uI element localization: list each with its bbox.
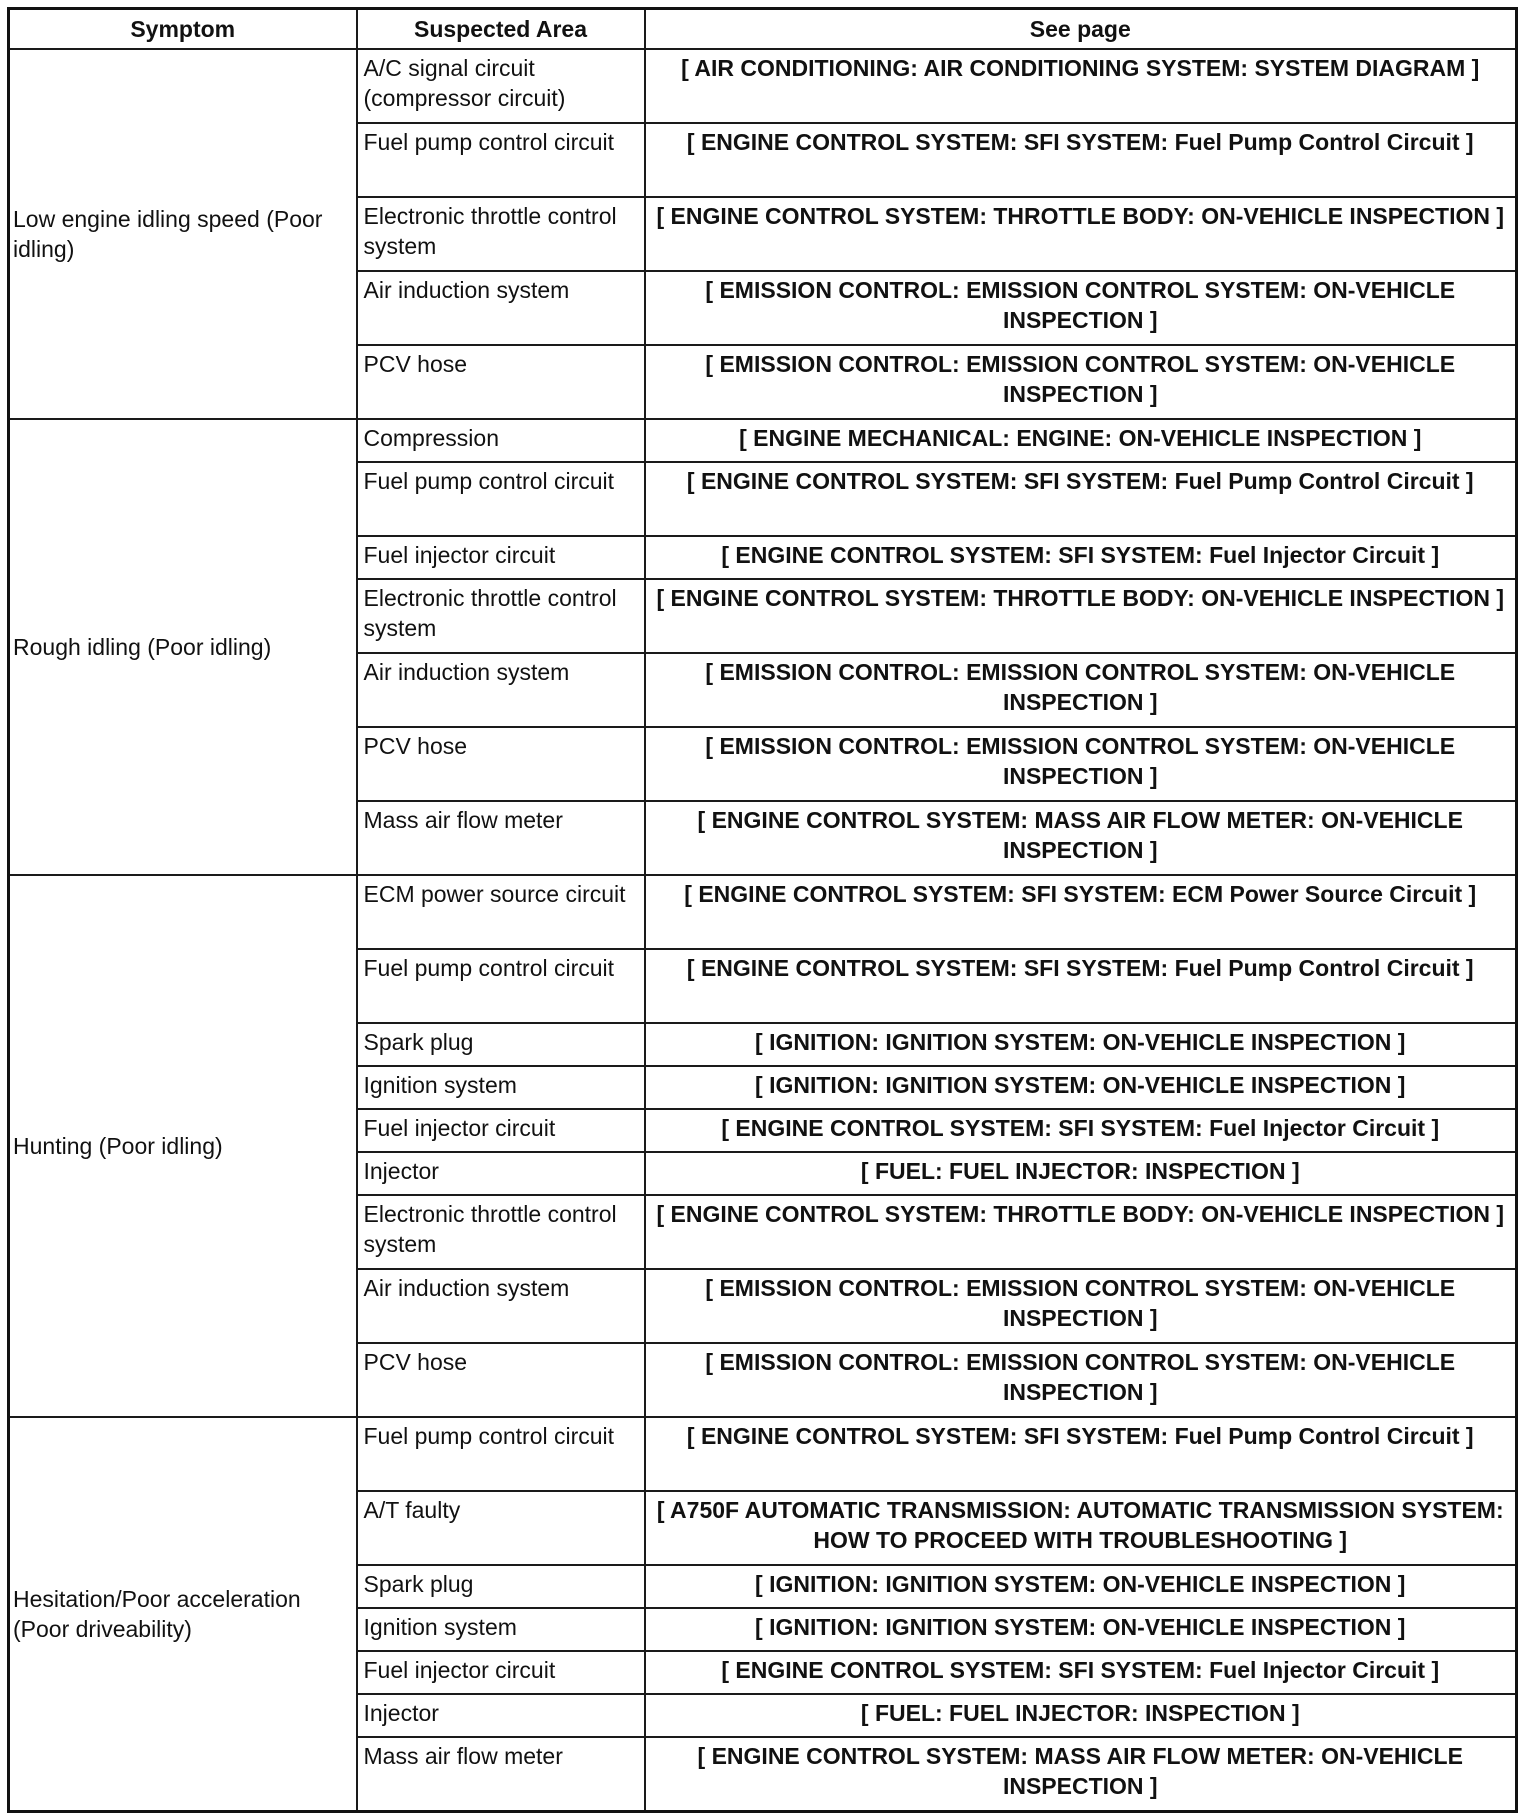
- see-page-reference[interactable]: [ ENGINE CONTROL SYSTEM: SFI SYSTEM: Fuel Pump Control Circuit ]: [645, 1417, 1517, 1491]
- symptom-cell: Low engine idling speed (Poor idling): [9, 49, 357, 419]
- suspected-area-cell: Fuel pump control circuit: [357, 123, 645, 197]
- table-row: [9, 875, 1517, 949]
- see-page-reference[interactable]: [ EMISSION CONTROL: EMISSION CONTROL SYSTEM: ON-VEHICLE INSPECTION ]: [645, 1343, 1517, 1417]
- see-page-reference[interactable]: [ IGNITION: IGNITION SYSTEM: ON-VEHICLE INSPECTION ]: [645, 1066, 1517, 1109]
- suspected-area-cell: Fuel injector circuit: [357, 1651, 645, 1694]
- see-page-reference[interactable]: [ ENGINE MECHANICAL: ENGINE: ON-VEHICLE INSPECTION ]: [645, 419, 1517, 462]
- see-page-reference[interactable]: [ ENGINE CONTROL SYSTEM: SFI SYSTEM: Fuel Pump Control Circuit ]: [645, 462, 1517, 536]
- table-header: [9, 9, 1517, 50]
- suspected-area-cell: Fuel injector circuit: [357, 1109, 645, 1152]
- see-page-reference[interactable]: [ ENGINE CONTROL SYSTEM: SFI SYSTEM: Fuel Injector Circuit ]: [645, 536, 1517, 579]
- symptom-cell: Hesitation/Poor acceleration (Poor driveability): [9, 1417, 357, 1812]
- see-page-reference[interactable]: [ ENGINE CONTROL SYSTEM: MASS AIR FLOW METER: ON-VEHICLE INSPECTION ]: [645, 1737, 1517, 1812]
- suspected-area-cell: Ignition system: [357, 1608, 645, 1651]
- suspected-area-cell: Electronic throttle control system: [357, 197, 645, 271]
- see-page-reference[interactable]: [ ENGINE CONTROL SYSTEM: SFI SYSTEM: Fuel Pump Control Circuit ]: [645, 123, 1517, 197]
- suspected-area-cell: Air induction system: [357, 1269, 645, 1343]
- suspected-area-cell: A/C signal circuit (compressor circuit): [357, 49, 645, 123]
- see-page-reference[interactable]: [ FUEL: FUEL INJECTOR: INSPECTION ]: [645, 1694, 1517, 1737]
- suspected-area-cell: PCV hose: [357, 727, 645, 801]
- suspected-area-cell: Fuel injector circuit: [357, 536, 645, 579]
- see-page-reference[interactable]: [ EMISSION CONTROL: EMISSION CONTROL SYSTEM: ON-VEHICLE INSPECTION ]: [645, 345, 1517, 419]
- see-page-reference[interactable]: [ FUEL: FUEL INJECTOR: INSPECTION ]: [645, 1152, 1517, 1195]
- suspected-area-cell: Injector: [357, 1152, 645, 1195]
- suspected-area-cell: PCV hose: [357, 345, 645, 419]
- table-row: [9, 1417, 1517, 1491]
- table-row: [9, 49, 1517, 123]
- suspected-area-cell: Air induction system: [357, 653, 645, 727]
- see-page-reference[interactable]: [ AIR CONDITIONING: AIR CONDITIONING SYSTEM: SYSTEM DIAGRAM ]: [645, 49, 1517, 123]
- suspected-area-cell: Mass air flow meter: [357, 1737, 645, 1812]
- suspected-area-cell: Air induction system: [357, 271, 645, 345]
- suspected-area-cell: Fuel pump control circuit: [357, 462, 645, 536]
- see-page-reference[interactable]: [ ENGINE CONTROL SYSTEM: SFI SYSTEM: ECM Power Source Circuit ]: [645, 875, 1517, 949]
- suspected-area-cell: Fuel pump control circuit: [357, 1417, 645, 1491]
- see-page-reference[interactable]: [ EMISSION CONTROL: EMISSION CONTROL SYSTEM: ON-VEHICLE INSPECTION ]: [645, 1269, 1517, 1343]
- symptom-table: [7, 7, 1518, 1813]
- symptom-cell: Hunting (Poor idling): [9, 875, 357, 1417]
- see-page-reference[interactable]: [ ENGINE CONTROL SYSTEM: SFI SYSTEM: Fuel Pump Control Circuit ]: [645, 949, 1517, 1023]
- see-page-reference[interactable]: [ ENGINE CONTROL SYSTEM: SFI SYSTEM: Fuel Injector Circuit ]: [645, 1109, 1517, 1152]
- table-body: [9, 49, 1517, 1812]
- see-page-reference[interactable]: [ EMISSION CONTROL: EMISSION CONTROL SYSTEM: ON-VEHICLE INSPECTION ]: [645, 653, 1517, 727]
- see-page-reference[interactable]: [ IGNITION: IGNITION SYSTEM: ON-VEHICLE INSPECTION ]: [645, 1608, 1517, 1651]
- see-page-reference[interactable]: [ ENGINE CONTROL SYSTEM: THROTTLE BODY: ON-VEHICLE INSPECTION ]: [645, 197, 1517, 271]
- header-see-page: See page: [645, 9, 1517, 50]
- suspected-area-cell: Injector: [357, 1694, 645, 1737]
- see-page-reference[interactable]: [ A750F AUTOMATIC TRANSMISSION: AUTOMATIC TRANSMISSION SYSTEM: HOW TO PROCEED WITH TROUBLESHOOTING ]: [645, 1491, 1517, 1565]
- header-symptom: Symptom: [9, 9, 357, 50]
- see-page-reference[interactable]: [ EMISSION CONTROL: EMISSION CONTROL SYSTEM: ON-VEHICLE INSPECTION ]: [645, 271, 1517, 345]
- table-row: [9, 419, 1517, 462]
- suspected-area-cell: Mass air flow meter: [357, 801, 645, 875]
- see-page-reference[interactable]: [ ENGINE CONTROL SYSTEM: MASS AIR FLOW METER: ON-VEHICLE INSPECTION ]: [645, 801, 1517, 875]
- suspected-area-cell: PCV hose: [357, 1343, 645, 1417]
- symptom-cell: Rough idling (Poor idling): [9, 419, 357, 875]
- see-page-reference[interactable]: [ IGNITION: IGNITION SYSTEM: ON-VEHICLE INSPECTION ]: [645, 1565, 1517, 1608]
- see-page-reference[interactable]: [ ENGINE CONTROL SYSTEM: THROTTLE BODY: ON-VEHICLE INSPECTION ]: [645, 1195, 1517, 1269]
- see-page-reference[interactable]: [ ENGINE CONTROL SYSTEM: SFI SYSTEM: Fuel Injector Circuit ]: [645, 1651, 1517, 1694]
- suspected-area-cell: Compression: [357, 419, 645, 462]
- suspected-area-cell: ECM power source circuit: [357, 875, 645, 949]
- header-suspected-area: Suspected Area: [357, 9, 645, 50]
- suspected-area-cell: Spark plug: [357, 1565, 645, 1608]
- header-row: [9, 9, 1517, 50]
- suspected-area-cell: Ignition system: [357, 1066, 645, 1109]
- see-page-reference[interactable]: [ EMISSION CONTROL: EMISSION CONTROL SYSTEM: ON-VEHICLE INSPECTION ]: [645, 727, 1517, 801]
- suspected-area-cell: Spark plug: [357, 1023, 645, 1066]
- suspected-area-cell: Fuel pump control circuit: [357, 949, 645, 1023]
- see-page-reference[interactable]: [ IGNITION: IGNITION SYSTEM: ON-VEHICLE INSPECTION ]: [645, 1023, 1517, 1066]
- suspected-area-cell: A/T faulty: [357, 1491, 645, 1565]
- suspected-area-cell: Electronic throttle control system: [357, 1195, 645, 1269]
- see-page-reference[interactable]: [ ENGINE CONTROL SYSTEM: THROTTLE BODY: ON-VEHICLE INSPECTION ]: [645, 579, 1517, 653]
- suspected-area-cell: Electronic throttle control system: [357, 579, 645, 653]
